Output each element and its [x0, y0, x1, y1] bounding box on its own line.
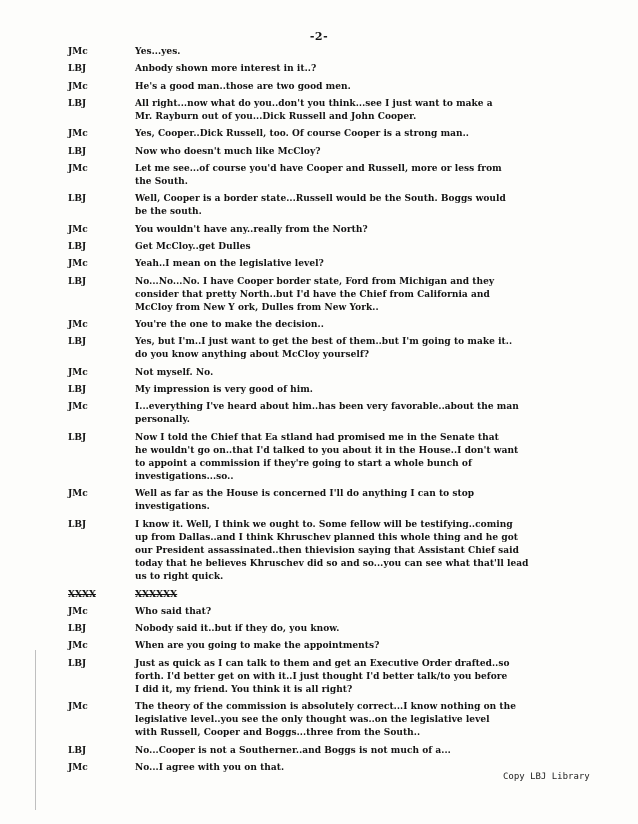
speaker-label: JMc: [68, 489, 88, 500]
speaker-label: LBJ: [68, 745, 87, 756]
dialogue-text: No...No...No. I have Cooper border state, Ford from Michigan and they consider that pretty North..but I'd have the Chief from California and McCloy from New Y ork, Dulles from New York..: [135, 276, 495, 313]
speaker-label: LBJ: [68, 276, 87, 287]
speaker-label: LBJ: [68, 64, 87, 75]
speaker-label: LBJ: [68, 658, 87, 669]
dialogue-text: The theory of the commission is absolutely correct...I know nothing on the legislative level..you see the only thought was..on the legislative level with Russell, Cooper and Boggs...three from the South..: [135, 702, 517, 739]
speaker-label: JMc: [68, 224, 88, 235]
speaker-label: LBJ: [68, 432, 87, 443]
speaker-label: JMc: [68, 641, 88, 652]
dialogue-text: Not myself. No.: [135, 367, 214, 378]
speaker-label: LBJ: [68, 146, 87, 157]
dialogue-text: He's a good man..those are two good men.: [135, 81, 351, 92]
speaker-label: JMc: [68, 367, 88, 378]
speaker-label: JMc: [68, 259, 88, 270]
dialogue-text: Yes, but I'm..I just want to get the best of them..but I'm going to make it.. do you know anything about McCloy yourself?: [135, 337, 513, 361]
dialogue-text: You're the one to make the decision..: [135, 320, 324, 331]
speaker-label: JMc: [68, 163, 88, 174]
dialogue-text: Let me see...of course you'd have Cooper and Russell, more or less from the South.: [135, 163, 502, 187]
dialogue-text: I...everything I've heard about him..has been very favorable..about the man personally.: [135, 402, 519, 426]
dialogue-text: Yes...yes.: [135, 47, 181, 57]
dialogue-text: When are you going to make the appointments?: [135, 641, 380, 652]
speaker-label: LBJ: [68, 519, 87, 530]
dialogue-text: Get McCloy..get Dulles: [135, 242, 251, 252]
dialogue-text: Well, Cooper is a border state...Russell would be the South. Boggs would be the south.: [135, 194, 506, 218]
dialogue-text: Just as quick as I can talk to them and get an Executive Order drafted..so forth. I'd better get on with it..I just thought I'd better talk/to you before I did it, my friend. You think it is all right?: [135, 658, 510, 695]
library-stamp: Copy LBJ Library: [503, 772, 590, 782]
dialogue-text: Nobody said it..but if they do, you know.: [135, 624, 340, 635]
speaker-label: LBJ: [68, 385, 87, 396]
dialogue-text: Well as far as the House is concerned I'll do anything I can to stop investigations.: [135, 489, 475, 513]
speaker-label: LBJ: [68, 98, 87, 109]
speaker-label: LBJ: [68, 194, 87, 205]
speaker-label: JMc: [68, 320, 88, 331]
speaker-label: JMc: [68, 606, 88, 617]
page-number: -2-: [309, 30, 329, 43]
dialogue-text: No...I agree with you on that.: [135, 763, 285, 773]
speaker-label: JMc: [68, 763, 88, 773]
dialogue-text: Who said that?: [135, 606, 212, 617]
speaker-label: JMc: [68, 81, 88, 92]
margin-rule: [35, 650, 36, 810]
dialogue-text: My impression is very good of him.: [135, 385, 313, 396]
dialogue-text: XXXXXX: [135, 589, 178, 600]
speaker-label: LBJ: [68, 337, 87, 348]
dialogue-text: Now who doesn't much like McCloy?: [135, 146, 321, 157]
dialogue-text: No...Cooper is not a Southerner..and Boggs is not much of a...: [135, 745, 451, 756]
speaker-label: XXXX: [68, 589, 96, 600]
dialogue-text: Yes, Cooper..Dick Russell, too. Of course Cooper is a strong man..: [135, 129, 469, 140]
dialogue-text: I know it. Well, I think we ought to. Some fellow will be testifying..coming up from Dallas..and I think Khruschev planned this whole thing and he got our President assassinated..then thievision saying that Assistant Chief said today that he believes Khruschev did so and so...you can see what that'll lead us to right quick.: [135, 519, 529, 582]
dialogue-text: All right...now what do you..don't you think...see I just want to make a Mr. Rayburn out of you...Dick Russell and John Cooper.: [135, 98, 493, 122]
dialogue-text: Now I told the Chief that Ea stland had promised me in the Senate that he wouldn't go on..that I'd talked to you about it in the House..I don't want to appoint a commission if they're going to start a whole bunch of investigations...so..: [135, 432, 519, 482]
dialogue-text: Anbody shown more interest in it..?: [135, 64, 317, 75]
speaker-label: JMc: [68, 47, 88, 57]
speaker-label: JMc: [68, 402, 88, 413]
speaker-label: LBJ: [68, 242, 87, 252]
speaker-label: LBJ: [68, 624, 87, 635]
speaker-label: JMc: [68, 129, 88, 140]
dialogue-text: You wouldn't have any..really from the North?: [135, 224, 368, 235]
dialogue-text: Yeah..I mean on the legislative level?: [135, 259, 324, 270]
speaker-label: JMc: [68, 702, 88, 713]
